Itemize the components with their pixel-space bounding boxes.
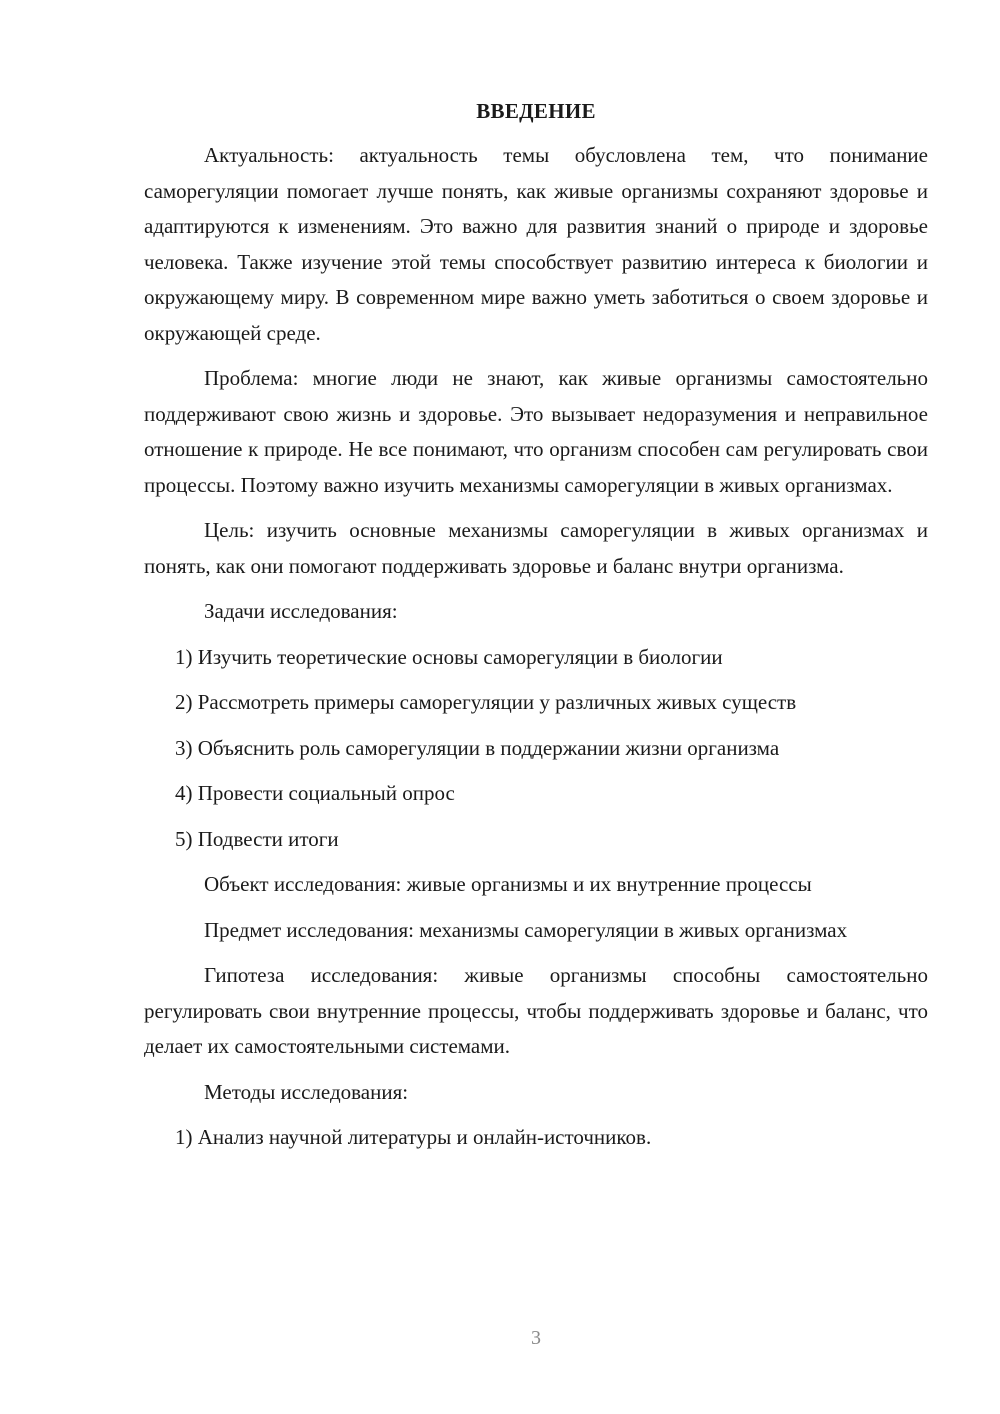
tasks-heading: Задачи исследования: — [204, 599, 398, 623]
problem-paragraph: Проблема: многие люди не знают, как живые организмы самостоятельно поддерживают свою жизнь и здоровье. Это вызывает недоразумения и неправильное отношение к природе. Не все понимают, что организм способен сам регулировать свои процессы. Поэтому важно изучить механизмы саморегуляции в живых организмах. — [144, 366, 928, 497]
hypothesis-paragraph: Гипотеза исследования: живые организмы способны самостоятельно регулировать свои внутренние процессы, чтобы поддерживать здоровье и баланс, что делает их самостоятельными системами. — [144, 963, 928, 1058]
task-item: 5) Подвести итоги — [175, 826, 339, 851]
task-item: 3) Объяснить роль саморегуляции в поддержании жизни организма — [175, 735, 780, 760]
page-number: 3 — [531, 1327, 541, 1349]
goal-paragraph: Цель: изучить основные механизмы саморегуляции в живых организмах и понять, как они помогают поддерживать здоровье и баланс внутри организма. — [144, 518, 928, 578]
relevance-paragraph: Актуальность: актуальность темы обусловлена тем, что понимание саморегуляции помогает лучше понять, как живые организмы сохраняют здоровье и адаптируются к изменениям. Это важно для развития знаний о природе и здоровье человека. Также изучение этой темы способствует развитию интереса к биологии и окружающему миру. В современном мире важно уметь заботиться о своем здоровье и окружающей среде. — [144, 143, 928, 345]
subject-paragraph: Предмет исследования: механизмы саморегуляции в живых организмах — [204, 917, 848, 942]
task-item: 1) Изучить теоретические основы саморегуляции в биологии — [175, 644, 723, 669]
task-item: 4) Провести социальный опрос — [175, 781, 455, 805]
methods-heading: Методы исследования: — [204, 1079, 409, 1104]
page-title: ВВЕДЕНИЕ — [476, 99, 596, 123]
method-item: 1) Анализ научной литературы и онлайн-источников. — [175, 1125, 652, 1149]
page-content — [144, 96, 928, 1166]
task-item: 2) Рассмотреть примеры саморегуляции у различных живых существ — [175, 690, 797, 714]
object-paragraph: Объект исследования: живые организмы и их внутренние процессы — [204, 872, 812, 896]
